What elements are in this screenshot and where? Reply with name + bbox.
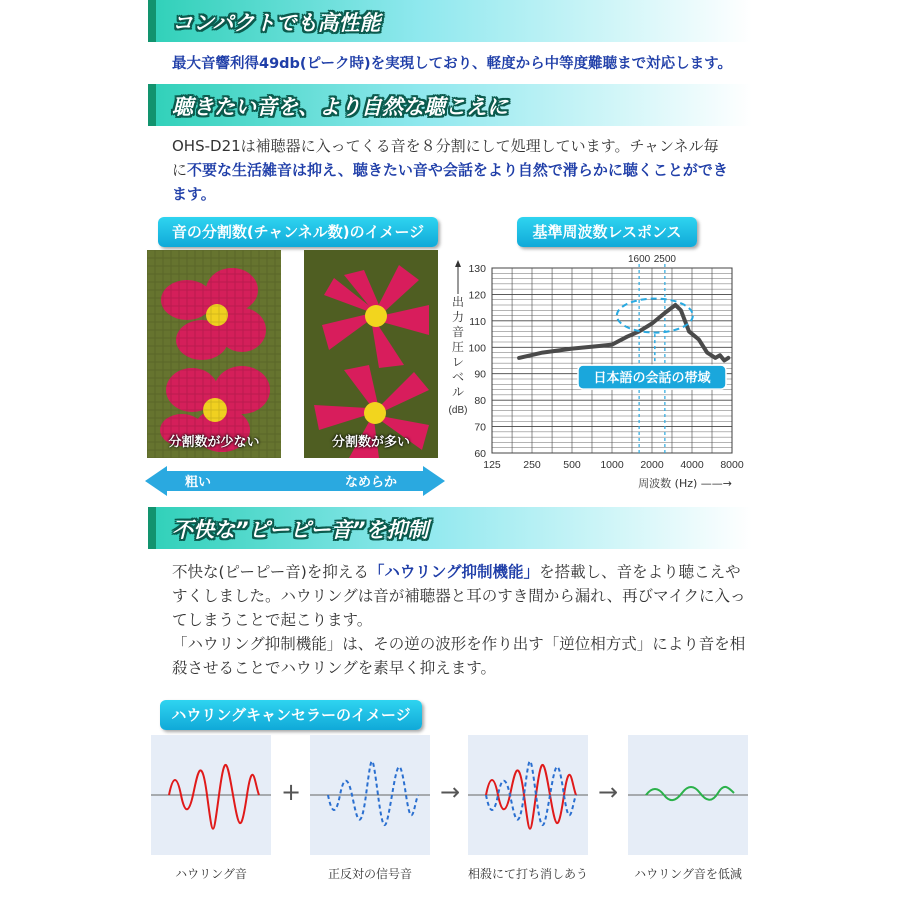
chart-title-badge: 基準周波数レスポンス (517, 217, 697, 247)
blue-wave-graphic (310, 735, 430, 855)
x-tick-label: 250 (523, 459, 541, 471)
red-wave-graphic (151, 735, 271, 855)
text-span: 不快な(ピーピー音)を抑える (172, 563, 369, 581)
y-tick-label: 130 (468, 263, 486, 275)
arrow-label-smooth: なめらか (345, 475, 398, 490)
x-tick-label: 1000 (600, 459, 624, 471)
x-axis-label: 周波数 (Hz) ——→ (638, 477, 732, 490)
section-heading-natural (148, 84, 752, 126)
caption-howling: ハウリング音 (175, 867, 247, 881)
section-heading-howling (148, 507, 752, 549)
text-line: 殺させることでハウリングを素早く抑えます。 (172, 659, 496, 677)
plus-sign: + (281, 778, 302, 806)
y-tick-label: 120 (468, 289, 486, 302)
y-axis-label-char: 出 (451, 295, 465, 309)
speech-band-label: 日本語の会話の帯域 (593, 371, 711, 387)
flower-image-coarse (147, 250, 281, 458)
y-axis-label-char: レ (451, 355, 465, 369)
y-tick-label: 80 (474, 395, 486, 408)
band-marker-label: 2500 (653, 254, 677, 265)
heading-text: 不快な”ピーピー音”を抑制 (172, 518, 429, 542)
x-tick-label: 4000 (680, 459, 704, 471)
text-line: ます。 (172, 185, 216, 203)
x-tick-label: 2000 (640, 459, 664, 471)
caption-coarse: 分割数が少ない (168, 435, 260, 450)
wave-panel-cancel (468, 735, 588, 855)
y-axis-label-char: ル (451, 385, 465, 399)
y-axis-label-char: ベ (451, 370, 465, 384)
text-line (172, 158, 752, 182)
y-tick-label: 70 (474, 421, 486, 434)
x-tick-label: 125 (483, 459, 501, 471)
flower-image-fine (304, 250, 438, 458)
wave-panel-howling (151, 735, 271, 855)
section3-paragraph (172, 560, 752, 680)
x-tick-label: 8000 (720, 459, 744, 471)
text-line: てしまうことで起こります。 (172, 611, 373, 629)
y-axis-label-char: 圧 (451, 340, 465, 354)
text-line: 「ハウリング抑制機能」は、その逆の波形を作り出す「逆位相方式」により音を相 (172, 635, 746, 653)
y-tick-label: 110 (469, 315, 486, 328)
section1-text: 最大音響利得49db(ピーク時)を実現しており、軽度から中等度難聴まで対応します。 (172, 56, 732, 72)
heading-text: 聴きたい音を、より自然な聴こえに (172, 95, 508, 119)
highlight-span: 不要な生活雑音は抑え、聴きたい音や会話をより自然で滑らかに聴くことができ (187, 161, 728, 179)
caption-cancel: 相殺にて打ち消しあう (467, 867, 588, 881)
text-span: を搭載し、音をより聴こえや (539, 563, 741, 581)
y-axis-arrowhead (455, 260, 461, 267)
caption-reduced: ハウリング音を低減 (634, 867, 742, 881)
cancel-wave-graphic (468, 735, 588, 855)
highlight-span: 「ハウリング抑制機能」 (368, 563, 540, 581)
arrow-sign: → (440, 778, 461, 806)
heading-text: コンパクトでも高性能 (172, 11, 381, 35)
flower-fine-graphic (304, 250, 438, 458)
y-tick-label: 100 (468, 342, 486, 355)
x-tick-label: 500 (563, 459, 581, 471)
y-tick-label: 90 (474, 368, 486, 381)
text-span: に (172, 161, 188, 179)
section2-paragraph (172, 134, 752, 206)
channels-title-badge: 音の分割数(チャンネル数)のイメージ (158, 217, 438, 247)
text-line: すくしました。ハウリングは音が補聴器と耳のすき間から漏れ、再びマイクに入っ (172, 587, 746, 605)
y-axis-unit: (dB) (448, 405, 468, 416)
arrow-sign: → (598, 778, 619, 806)
band-marker-label: 1600 (627, 254, 651, 265)
y-tick-label: 60 (474, 448, 486, 460)
caption-fine: 分割数が多い (331, 435, 410, 450)
text-line (172, 560, 752, 584)
flower-coarse-graphic (147, 250, 281, 458)
wave-panel-reduced (628, 735, 748, 855)
text-line: OHS-D21は補聴器に入ってくる音を８分割にして処理しています。チャンネル毎 (172, 137, 719, 155)
y-axis-label-char: 音 (451, 325, 465, 339)
arrow-label-coarse: 粗い (185, 475, 212, 490)
frequency-response-chart (440, 250, 760, 495)
canceller-title-badge: ハウリングキャンセラーのイメージ (160, 700, 422, 730)
caption-inverse: 正反対の信号音 (327, 867, 412, 881)
section-heading-compact (148, 0, 752, 42)
wave-panel-inverse (310, 735, 430, 855)
green-wave-graphic (628, 735, 748, 855)
y-axis-label-char: 力 (451, 310, 465, 324)
